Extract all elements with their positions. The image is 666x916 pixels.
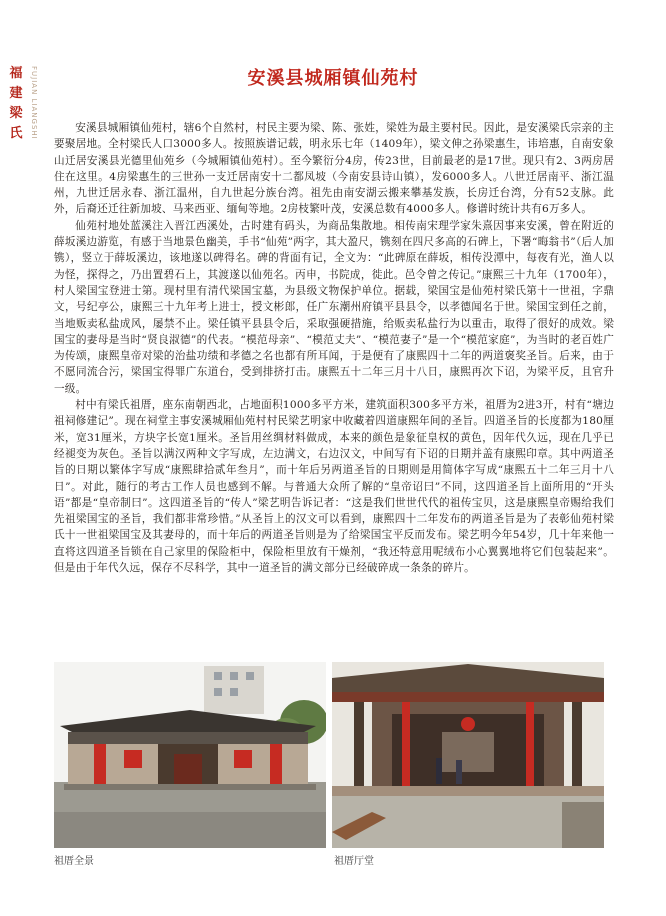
photo-caption: 祖厝厅堂	[334, 856, 374, 867]
logo-char: 建	[9, 86, 23, 101]
ancestral-house-exterior-photo	[54, 662, 326, 848]
logo-char: 福	[9, 66, 23, 81]
ancestral-hall-interior-photo	[332, 662, 604, 848]
logo-char: 氏	[9, 126, 23, 141]
page-title: 安溪县城厢镇仙苑村	[247, 68, 419, 89]
photo-caption: 祖厝全景	[54, 856, 94, 867]
article-paragraph: 仙苑村地处蓝溪注入晋江西溪处，古时建有码头，为商品集散地。相传南宋理学家朱熹因事来安溪，曾在附近的薛坂溪边游览，有感于当地景色幽美，手书“仙苑”两字，其大盈尺，镌刻在四尺多高的石碑上，下署“晦翁书”（后人加镌），竖立于薛坂溪边，该地遂以碑得名。碑的背面有记，全文为：“此碑原在薛坂，相传没潭中，每夜有光，渔人以为怪，探得之，乃出置碧石上，其渡遂以仙苑名。丙申，书院成，徙此。邑令曾之传记。”康熙三十九年（1700年），村人梁国宝登进士第。现村里有清代梁国宝墓，为县级文物保护单位。据载，梁国宝是仙苑村梁氏第十一世祖，字鼎文，号纪亭公，康熙三十九年考上进士，授文彬郎，任广东潮州府镇平县县令，以孝德闻名于世。梁国宝到任之前，当地贩卖私盐成风，屡禁不止。梁任镇平县县令后，采取强硬措施，给贩卖私盐行为以重击，取得了很好的成效。梁国宝的妻母是当时“贤良淑德”的代表。“模范母亲”、“模范丈夫”、“模范妻子”是一个“模范家庭”，为当时的老百姓广为传颂，康熙皇帝对梁的治盐功绩和孝德之名也都有所耳闻，于是便有了康熙四十二年的两道褒奖圣旨。后来，由于不愿同流合污，梁国宝得罪广东道台，受到排挤打击。康熙五十二年三月十八日，康熙再次下诏，为梁平反，且官升一级。	[54, 219, 614, 395]
article-body	[54, 120, 614, 576]
article-paragraph: 安溪县城厢镇仙苑村，辖6个自然村，村民主要为梁、陈、张姓，梁姓为最主要村民。因此，是安溪梁氏宗亲的主要聚居地。全村梁氏人口3000多人。按照族谱记载，明永乐七年（1409年），梁文伸之孙梁惠生，讳培惠，自南安象山迁居安溪县光德里仙苑乡（今城厢镇仙苑村）。至今繁衍分4房，传23世，目前最老的是17世。现只有2、3两房居住在这里。4房梁惠生的三世孙一支迁居南安十二都凤坡（今南安县诗山镇），发6000多人。八世迁居南平、浙江温州，九世迁居永春、浙江温州，自九世起分族台湾。祖先由南安湖云搬来攀基发族，长房迁台湾，分有52支脉。此外，后裔还迁往新加坡、马来西亚、缅甸等地。2房枝繁叶茂，安溪总数有4000多人。修谱时统计共有6万多人。	[54, 122, 614, 216]
article-paragraph: 村中有梁氏祖厝，座东南朝西北，占地面积1000多平方米，建筑面积300多平方米，祖厝为2进3开，村有“塘边祖祠修建记”。现在祠堂主事安溪城厢仙苑村村民梁艺明家中收藏着四道康熙年间的圣旨。四道圣旨的长度都为180厘米，宽31厘米，方块字长宽1厘米。圣旨用丝绸材料做成，本来的颜色是象征皇权的黄色，因年代久远，现在几乎已经褪变为灰色。圣旨以满汉两种文字写成，左边满文，右边汉文，中间写有下诏的日期并盖有康熙印章。其中两道圣旨的日期以繁体字写成“康熙肆拾贰年叁月”，而十年后另两道圣旨的日期则是用简体字写成“康熙五十二年三月十八日”。对此，随行的考古工作人员也感到不解。与普通大众所了解的“皇帝诏曰”不同，这四道圣旨上面所用的“开头语”都是“皇帝制曰”。这四道圣旨的“传人”梁艺明告诉记者：“这是我们世世代代的祖传宝贝，这是康熙皇帝赐给我们先祖梁国宝的圣旨，我们都非常珍惜。”从圣旨上的汉文可以看到，康熙四十二年发布的两道圣旨是为了表彰仙苑村梁氏十一世祖梁国宝及其妻母的，而十年后的两道圣旨则是为了给梁国宝平反而发布。梁艺明今年54岁，几十年来他一直将这四道圣旨锁在自己家里的保险柜中，保险柜里放有干燥剂，“我还特意用呢绒布小心翼翼地将它们包装起来”。但是由于年代久远，保存不尽科学，其中一道圣旨的满文部分已经破碎成一条条的碎片。	[54, 399, 614, 575]
logo-char: 梁	[9, 106, 23, 121]
brand-latin-text: FUJIAN LIANGSHI	[30, 66, 38, 140]
